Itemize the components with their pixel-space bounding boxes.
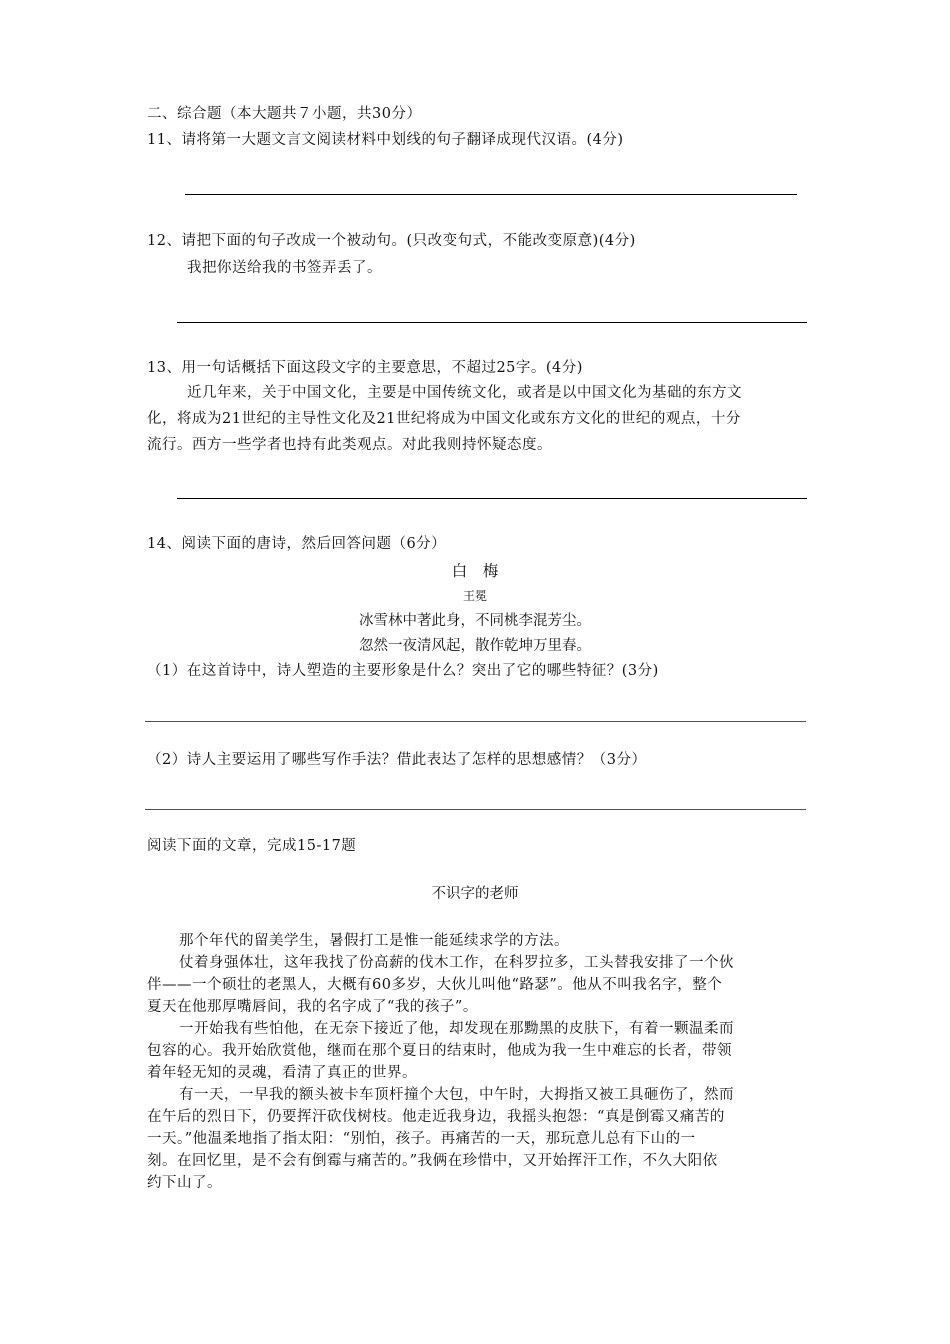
- question-14: 14、阅读下面的唐诗，然后回答问题（6分）: [147, 536, 447, 552]
- reading-line: 仗着身强体壮，这年我找了份高薪的伐木工作，在科罗拉多，工头替我安排了一个伙: [179, 955, 734, 971]
- reading-line: 包容的心。我开始欣赏他，继而在那个夏日的结束时，他成为我一生中难忘的长者，带领: [147, 1043, 732, 1059]
- q13-passage-line: 流行。西方一些学者也持有此类观点。对此我则持怀疑态度。: [147, 437, 552, 453]
- question-14-sub1: （1）在这首诗中，诗人塑造的主要形象是什么？突出了它的哪些特征？(3分): [147, 663, 659, 679]
- reading-line: 有一天，一早我的额头被卡车顶杆撞个大包，中午时，大拇指又被工具砸伤了，然而: [179, 1087, 734, 1103]
- reading-line: 伴——一个硕壮的老黑人，大概有60多岁，大伙儿叫他“路瑟”。他从不叫我名字，整个: [147, 977, 723, 993]
- question-13: 13、用一句话概括下面这段文字的主要意思，不超过25字。(4分): [147, 360, 583, 376]
- answer-line-13[interactable]: [177, 498, 807, 499]
- question-12: 12、请把下面的句子改成一个被动句。(只改变句式，不能改变原意)(4分): [147, 233, 636, 249]
- reading-line: 夏天在他那厚嘴唇间，我的名字成了“我的孩子”。: [147, 999, 478, 1015]
- reading-line: 着年轻无知的灵魂，看清了真正的世界。: [147, 1065, 417, 1081]
- reading-line: 刻。在回忆里，是不会有倒霉与痛苦的。”我俩在珍惜中，又开始挥汗工作，不久大阳依: [147, 1153, 718, 1169]
- poem-line: 忽然一夜清风起，散作乾坤万里春。: [359, 638, 591, 654]
- reading-title: 不识字的老师: [431, 886, 519, 902]
- answer-line-11[interactable]: [185, 194, 797, 195]
- poem-author: 王冕: [462, 589, 487, 603]
- answer-line-12[interactable]: [177, 322, 807, 323]
- poem-line: 冰雪林中著此身，不同桃李混芳尘。: [359, 613, 591, 629]
- reading-intro: 阅读下面的文章，完成15-17题: [147, 838, 357, 854]
- question-11: 11、请将第一大题文言文阅读材料中划线的句子翻译成现代汉语。(4分): [147, 132, 624, 148]
- reading-line: 在午后的烈日下，仍要挥汗砍伐树枝。他走近我身边，我摇头抱怨：“真是倒霉又痛苦的: [147, 1109, 725, 1125]
- reading-line: 一开始我有些怕他，在无奈下接近了他，却发现在那黝黑的皮肤下，有着一颗温柔而: [179, 1021, 734, 1037]
- question-12-sentence: 我把你送给我的书签弄丢了。: [187, 260, 382, 276]
- question-14-sub2: （2）诗人主要运用了哪些写作手法？借此表达了怎样的思想感情？（3分）: [147, 752, 647, 768]
- section-header: 二、综合题（本大题共７小题，共30分）: [147, 106, 422, 122]
- reading-line: 约下山了。: [147, 1175, 222, 1191]
- poem-title: 白 梅: [451, 562, 499, 580]
- reading-line: 一天。”他温柔地指了指太阳：“别怕，孩子。再痛苦的一天，那玩意儿总有下山的一: [147, 1131, 696, 1147]
- answer-line-14-1[interactable]: [145, 721, 806, 722]
- answer-line-14-2[interactable]: [145, 809, 806, 810]
- reading-line: 那个年代的留美学生，暑假打工是惟一能延续求学的方法。: [179, 933, 569, 949]
- q13-passage-line: 化，将成为21世纪的主导性文化及21世纪将成为中国文化或东方文化的世纪的观点，十分: [147, 411, 741, 427]
- q13-passage-line: 近几年来，关于中国文化，主要是中国传统文化，或者是以中国文化为基础的东方文: [187, 385, 742, 401]
